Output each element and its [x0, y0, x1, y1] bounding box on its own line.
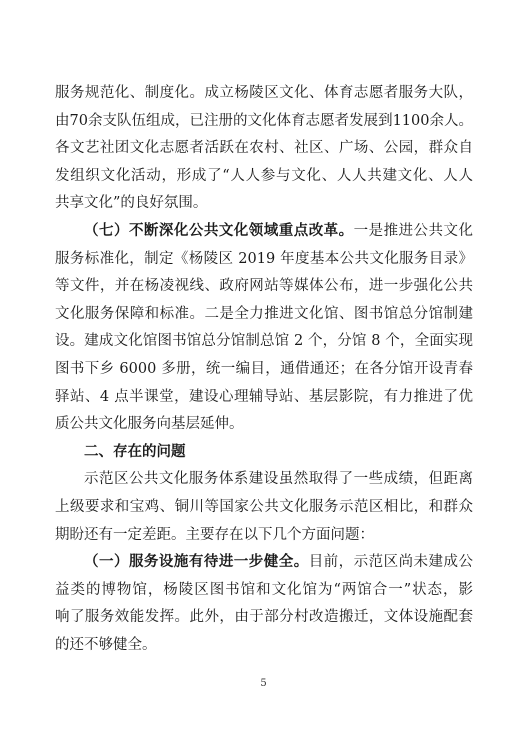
paragraph-facilities	[55, 549, 473, 659]
text-line: 设。建成文化馆图书馆总分馆制总馆 2 个，分馆 8 个，全面实现	[55, 333, 473, 350]
text-line	[55, 218, 473, 246]
paragraph-volunteers	[55, 80, 473, 218]
paragraph-problems-intro	[55, 466, 473, 549]
text-line: 上级要求和宝鸡、铜川等国家公共文化服务示范区相比，和群众	[55, 498, 473, 515]
text-line: 共享文化”的良好氛围。	[55, 195, 208, 212]
text-line: 服务标准化，制定《杨陵区 2019 年度基本公共文化服务目录》	[55, 250, 473, 267]
text-line: 期盼还有一定差距。主要存在以下几个方面问题：	[55, 526, 374, 543]
text-run: 目前，示范区尚未建成公	[308, 554, 473, 571]
text-line: 益类的博物馆，杨陵区图书馆和文化馆为“两馆合一”状态，影	[55, 581, 473, 598]
text-line: 质公共文化服务向基层延伸。	[55, 416, 244, 433]
text-line: 等文件，并在杨凌视线、政府网站等媒体公布，进一步强化公共	[55, 278, 473, 295]
text-line: 示范区公共文化服务体系建设虽然取得了一些成绩，但距离	[84, 471, 473, 488]
section-heading: 二、存在的问题	[84, 443, 186, 460]
paragraph-reform	[55, 218, 473, 439]
text-line: 驿站、4 点半课堂，建设心理辅导站、基层影院，有力推进了优	[55, 388, 473, 405]
text-line: 服务规范化、制度化。成立杨陵区文化、体育志愿者服务大队，	[55, 85, 473, 101]
page-number: 5	[260, 678, 267, 689]
text-line: 的还不够健全。	[55, 636, 157, 653]
text-line: 图书下乡 6000 多册，统一编目，通借通还；在各分馆开设青春	[55, 360, 473, 377]
text-line	[55, 549, 473, 577]
text-line: 由70余支队伍组成，已注册的文化体育志愿者发展到1100余人。	[55, 112, 473, 129]
text-run: 一是推进公共文化	[353, 222, 473, 239]
body-text	[55, 80, 473, 659]
text-line: 文化服务保障和标准。二是全力推进文化馆、图书馆总分馆制建	[55, 305, 473, 322]
text-line: 各文艺社团文化志愿者活跃在农村、社区、广场、公园，群众自	[55, 140, 473, 157]
paragraph-lead: （七）不断深化公共文化领域重点改革。	[84, 222, 354, 239]
text-line: 响了服务效能发挥。此外，由于部分村改造搬迁，文体设施配套	[55, 609, 473, 626]
paragraph-lead: （一）服务设施有待进一步健全。	[84, 554, 309, 571]
text-line: 发组织文化活动，形成了“人人参与文化、人人共建文化、人人	[55, 167, 473, 184]
